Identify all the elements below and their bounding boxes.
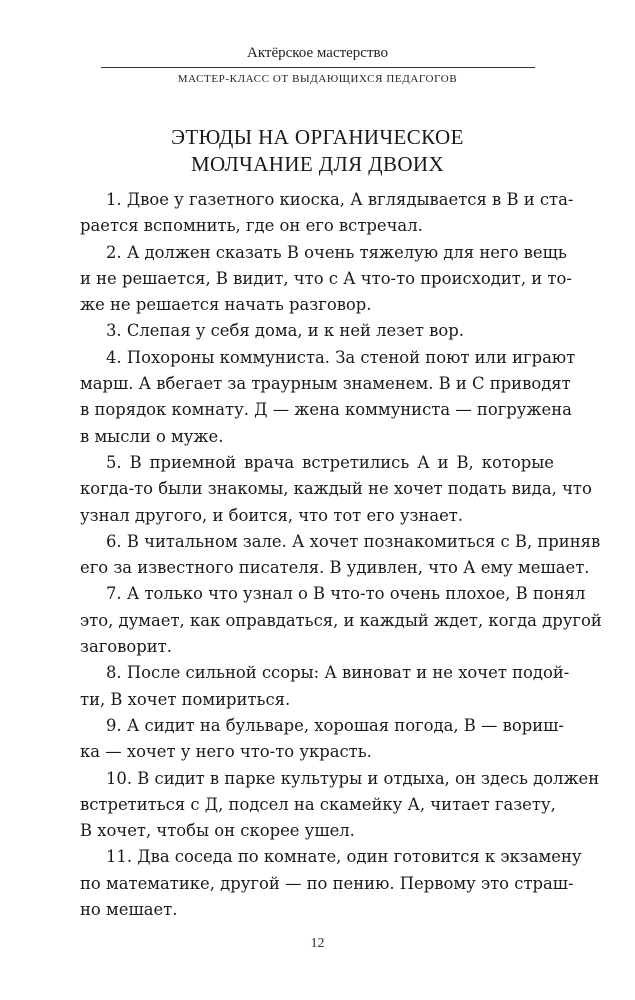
text-line: но мешает. bbox=[80, 900, 178, 920]
paragraph-10 bbox=[80, 766, 600, 845]
text-line: В хочет, чтобы он скорее ушел. bbox=[80, 821, 355, 841]
text-line: когда-то были знакомы, каждый не хочет подать вида, что bbox=[80, 479, 592, 499]
text-line: 2. А должен сказать В очень тяжелую для него вещь bbox=[106, 242, 567, 262]
text-line: 8. После сильной ссоры: А виноват и не хочет подой- bbox=[106, 663, 570, 683]
text-line: же не решается начать разговор. bbox=[80, 295, 372, 315]
body-text bbox=[80, 187, 602, 923]
text-line: 6. В читальном зале. А хочет познакомиться с В, приняв bbox=[106, 531, 601, 551]
text-line: по математике, другой — по пению. Первому это страш- bbox=[80, 873, 574, 893]
text-line: ти, В хочет помириться. bbox=[80, 689, 291, 709]
paragraph-1 bbox=[80, 187, 574, 240]
text-line: узнал другого, и боится, что тот его узнает. bbox=[80, 505, 464, 525]
paragraph-4 bbox=[80, 345, 576, 450]
paragraph-6 bbox=[80, 529, 601, 582]
chapter-title-line-2: МОЛЧАНИЕ ДЛЯ ДВОИХ bbox=[190, 152, 445, 176]
running-head-title: Актёрское мастерство bbox=[246, 45, 389, 61]
running-head-rule bbox=[101, 67, 535, 68]
text-line: и не решается, В видит, что с А что-то происходит, и то- bbox=[80, 268, 572, 288]
text-line: 1. Двое у газетного киоска, А вглядывается в В и ста- bbox=[106, 190, 574, 209]
text-line: 10. В сидит в парке культуры и отдыха, он здесь должен bbox=[106, 768, 600, 788]
text-line: ка — хочет у него что-то украсть. bbox=[80, 742, 372, 762]
text-line: в мысли о муже. bbox=[80, 426, 224, 446]
paragraph-2 bbox=[80, 240, 572, 319]
text-line: в порядок комнату. Д — жена коммуниста — погружена bbox=[80, 400, 572, 420]
running-head bbox=[0, 44, 635, 86]
chapter-title bbox=[0, 124, 635, 178]
running-head-subtitle: МАСТЕР-КЛАСС ОТ ВЫДАЮЩИХСЯ ПЕДАГОГОВ bbox=[177, 73, 458, 85]
text-line: марш. А вбегает за траурным знаменем. В и С приводят bbox=[80, 374, 571, 394]
text-line: 5. В приемной врача встретились А и В, которые bbox=[106, 452, 554, 472]
text-line: заговорит. bbox=[80, 637, 172, 657]
text-line: 9. А сидит на бульваре, хорошая погода, В — вориш- bbox=[106, 715, 564, 735]
text-line: встретиться с Д, подсел на скамейку А, читает газету, bbox=[80, 794, 556, 814]
chapter-title-line-1: ЭТЮДЫ НА ОРГАНИЧЕСКОЕ bbox=[171, 125, 464, 149]
paragraph-8 bbox=[80, 660, 570, 713]
text-line: 4. Похороны коммуниста. За стеной поют или играют bbox=[106, 347, 576, 367]
paragraph-5 bbox=[80, 450, 592, 529]
paragraph-11 bbox=[80, 844, 582, 923]
text-line: 3. Слепая у себя дома, и к ней лезет вор. bbox=[106, 321, 464, 341]
text-line: рается вспомнить, где он его встречал. bbox=[80, 216, 423, 236]
text-line: его за известного писателя. В удивлен, что А ему мешает. bbox=[80, 558, 590, 578]
paragraph-7 bbox=[80, 581, 602, 660]
page-number: 12 bbox=[310, 936, 325, 951]
text-line: 7. А только что узнал о В что-то очень плохое, В понял bbox=[106, 584, 586, 604]
paragraph-9 bbox=[80, 713, 564, 766]
paragraph-3 bbox=[80, 318, 554, 344]
text-line: это, думает, как оправдаться, и каждый ждет, когда другой bbox=[80, 610, 602, 630]
text-line: 11. Два соседа по комнате, один готовится к экзамену bbox=[106, 847, 582, 867]
